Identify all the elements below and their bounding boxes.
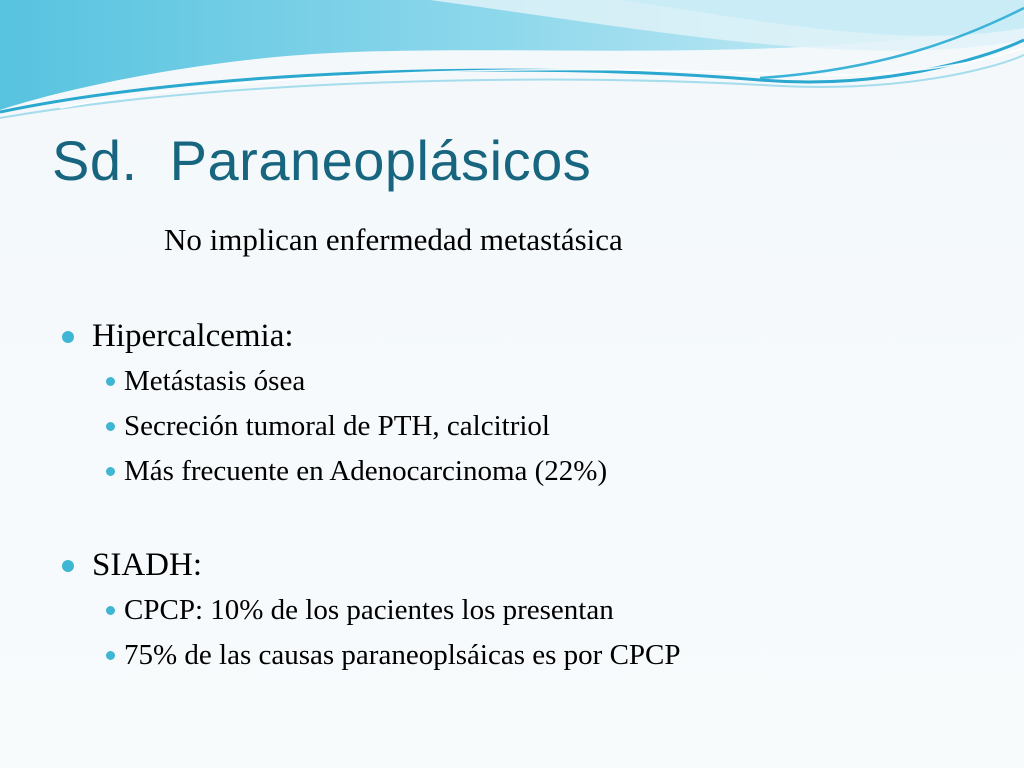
section-hipercalcemia	[62, 318, 607, 494]
section-siadh	[62, 547, 681, 678]
list-item	[106, 588, 681, 633]
list-item	[106, 404, 607, 449]
bullet-icon	[106, 467, 115, 476]
sub-list	[106, 588, 681, 678]
list-item-text: Secreción tumoral de PTH, calcitriol	[124, 410, 550, 442]
bullet-icon	[106, 651, 115, 660]
slide-subtitle: No implican enfermedad metastásica	[164, 222, 623, 257]
list-item-text: Metástasis ósea	[124, 365, 306, 397]
section-label: Hipercalcemia:	[92, 318, 294, 354]
bullet-icon	[106, 422, 115, 431]
list-item	[106, 449, 607, 494]
bullet-icon	[106, 606, 115, 615]
list-item-text: Más frecuente en Adenocarcinoma (22%)	[124, 455, 608, 487]
list-item-text: 75% de las causas paraneoplsáicas es por CPCP	[124, 639, 681, 671]
header-wave-decoration	[0, 0, 1024, 130]
slide-title: Sd. Paraneoplásicos	[52, 129, 592, 192]
list-item	[106, 359, 607, 404]
sub-list	[106, 359, 607, 494]
section-heading	[62, 318, 607, 355]
bullet-icon	[62, 331, 74, 343]
bullet-icon	[106, 377, 115, 386]
bullet-icon	[62, 560, 74, 572]
list-item	[106, 633, 681, 678]
section-heading	[62, 547, 681, 584]
list-item-text: CPCP: 10% de los pacientes los presentan	[124, 594, 614, 626]
section-label: SIADH:	[92, 547, 203, 583]
